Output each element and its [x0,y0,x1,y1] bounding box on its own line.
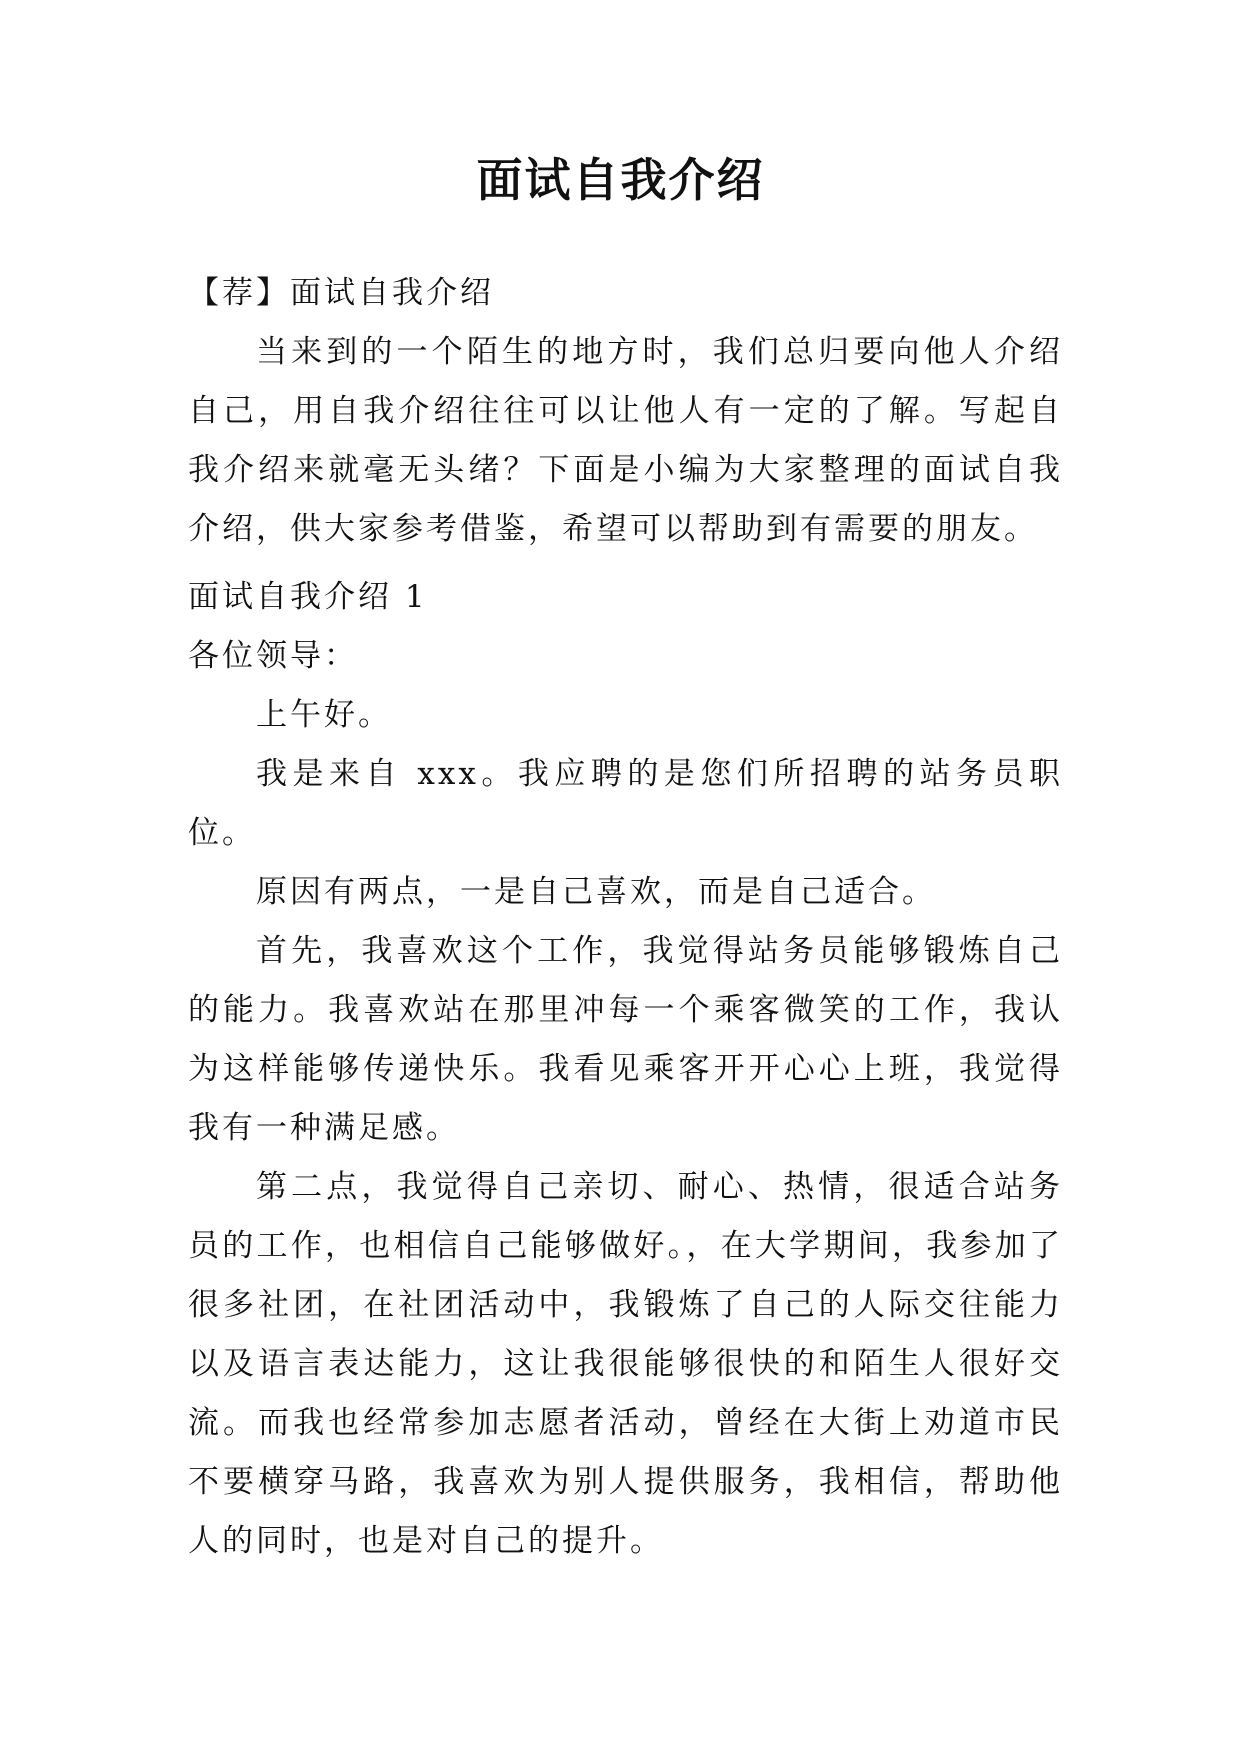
paragraph-first-reason: 首先，我喜欢这个工作，我觉得站务员能够锻炼自己的能力。我喜欢站在那里冲每一个乘客微笑的工作，我认为这样能够传递快乐。我看见乘客开开心心上班，我觉得我有一种满足感。 [188,933,1063,1146]
document-title: 面试自我介绍 [476,153,765,207]
recommend-line: 【荐】面试自我介绍 [188,275,494,311]
paragraph-greeting: 上午好。 [256,697,392,733]
paragraph-reasons: 原因有两点，一是自己喜欢，而是自己适合。 [256,874,936,910]
section-block [188,568,1063,1571]
paragraph-second-reason: 第二点，我觉得自己亲切、耐心、热情，很适合站务员的工作，也相信自己能够做好。，在大学期间，我参加了很多社团，在社团活动中，我锻炼了自己的人际交往能力以及语言表达能力，这让我很能够很快的和陌生人很好交流。而我也经常参加志愿者活动，曾经在大街上劝道市民不要横穿马路，我喜欢为别人提供服务，我相信，帮助他人的同时，也是对自己的提升。 [188,1169,1063,1559]
greeting: 各位领导： [188,638,358,674]
intro-paragraph: 当来到的一个陌生的地方时，我们总归要向他人介绍自己，用自我介绍往往可以让他人有一定的了解。写起自我介绍来就毫无头绪？下面是小编为大家整理的面试自我介绍，供大家参考借鉴，希望可以帮助到有需要的朋友。 [188,334,1063,547]
section-heading: 面试自我介绍 1 [188,579,428,615]
paragraph-applicant: 我是来自 xxx。我应聘的是您们所招聘的站务员职位。 [188,756,1063,851]
intro-block [188,264,1063,559]
